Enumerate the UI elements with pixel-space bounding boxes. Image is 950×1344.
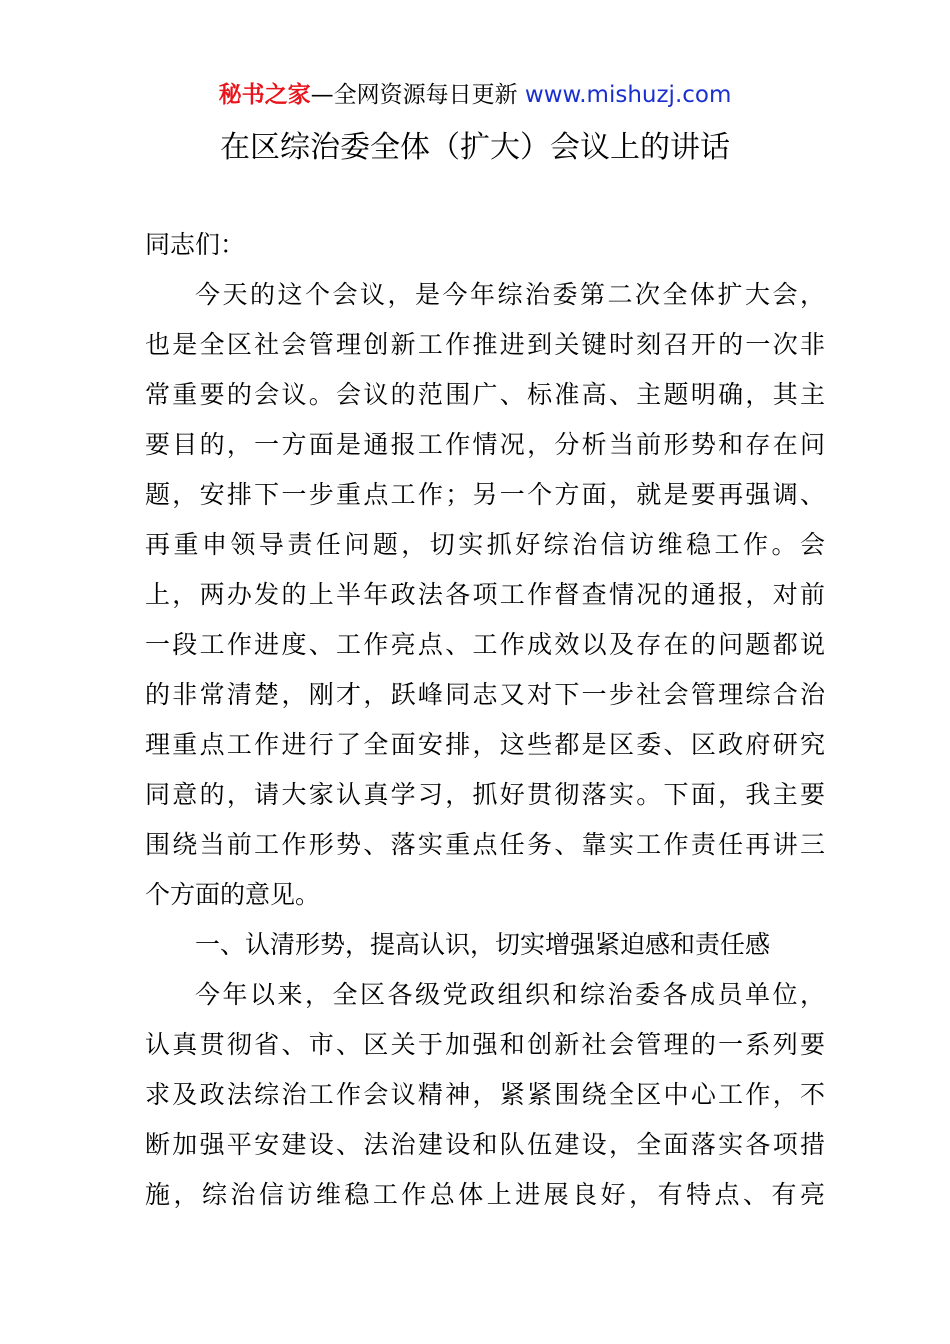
document-title: 在区综治委全体（扩大）会议上的讲话 [220, 130, 730, 165]
body-line: 认真贯彻省、市、区关于加强和创新社会管理的一系列要 [145, 1030, 825, 1059]
body-line: 同意的，请大家认真学习，抓好贯彻落实。下面，我主要 [145, 780, 825, 809]
site-banner [0, 78, 950, 112]
body-line: 今年以来，全区各级党政组织和综治委各成员单位， [195, 980, 825, 1009]
body-line: 题，安排下一步重点工作；另一个方面，就是要再强调、 [145, 480, 825, 509]
body-line: 求及政法综治工作会议精神，紧紧围绕全区中心工作，不 [145, 1080, 825, 1109]
body-line: 要目的，一方面是通报工作情况，分析当前形势和存在问 [145, 430, 825, 459]
site-brand: 秘书之家 [218, 82, 311, 108]
body-line: 也是全区社会管理创新工作推进到关键时刻召开的一次非 [145, 330, 825, 359]
body-line: 的非常清楚，刚才，跃峰同志又对下一步社会管理综合治 [145, 680, 825, 709]
site-tagline: —全网资源每日更新 [310, 82, 525, 108]
body-line: 个方面的意见。 [145, 880, 321, 909]
site-url[interactable]: www.mishuzj.com [524, 82, 732, 108]
body-line: 一、认清形势，提高认识，切实增强紧迫感和责任感 [195, 930, 771, 959]
body-line: 再重申领导责任问题，切实抓好综治信访维稳工作。会 [145, 530, 825, 559]
body-line: 理重点工作进行了全面安排，这些都是区委、区政府研究 [145, 730, 825, 759]
body-line: 围绕当前工作形势、落实重点任务、靠实工作责任再讲三 [145, 830, 825, 859]
body-line: 常重要的会议。会议的范围广、标准高、主题明确，其主 [145, 380, 825, 409]
body-line: 上，两办发的上半年政法各项工作督查情况的通报，对前 [145, 580, 825, 609]
body-line: 今天的这个会议，是今年综治委第二次全体扩大会， [195, 280, 825, 309]
body-line: 断加强平安建设、法治建设和队伍建设，全面落实各项措 [145, 1130, 825, 1159]
document-body [145, 220, 825, 1220]
body-line: 一段工作进度、工作亮点、工作成效以及存在的问题都说 [145, 630, 825, 659]
body-line: 同志们： [145, 230, 246, 259]
body-line: 施，综治信访维稳工作总体上进展良好，有特点、有亮 [145, 1180, 825, 1209]
